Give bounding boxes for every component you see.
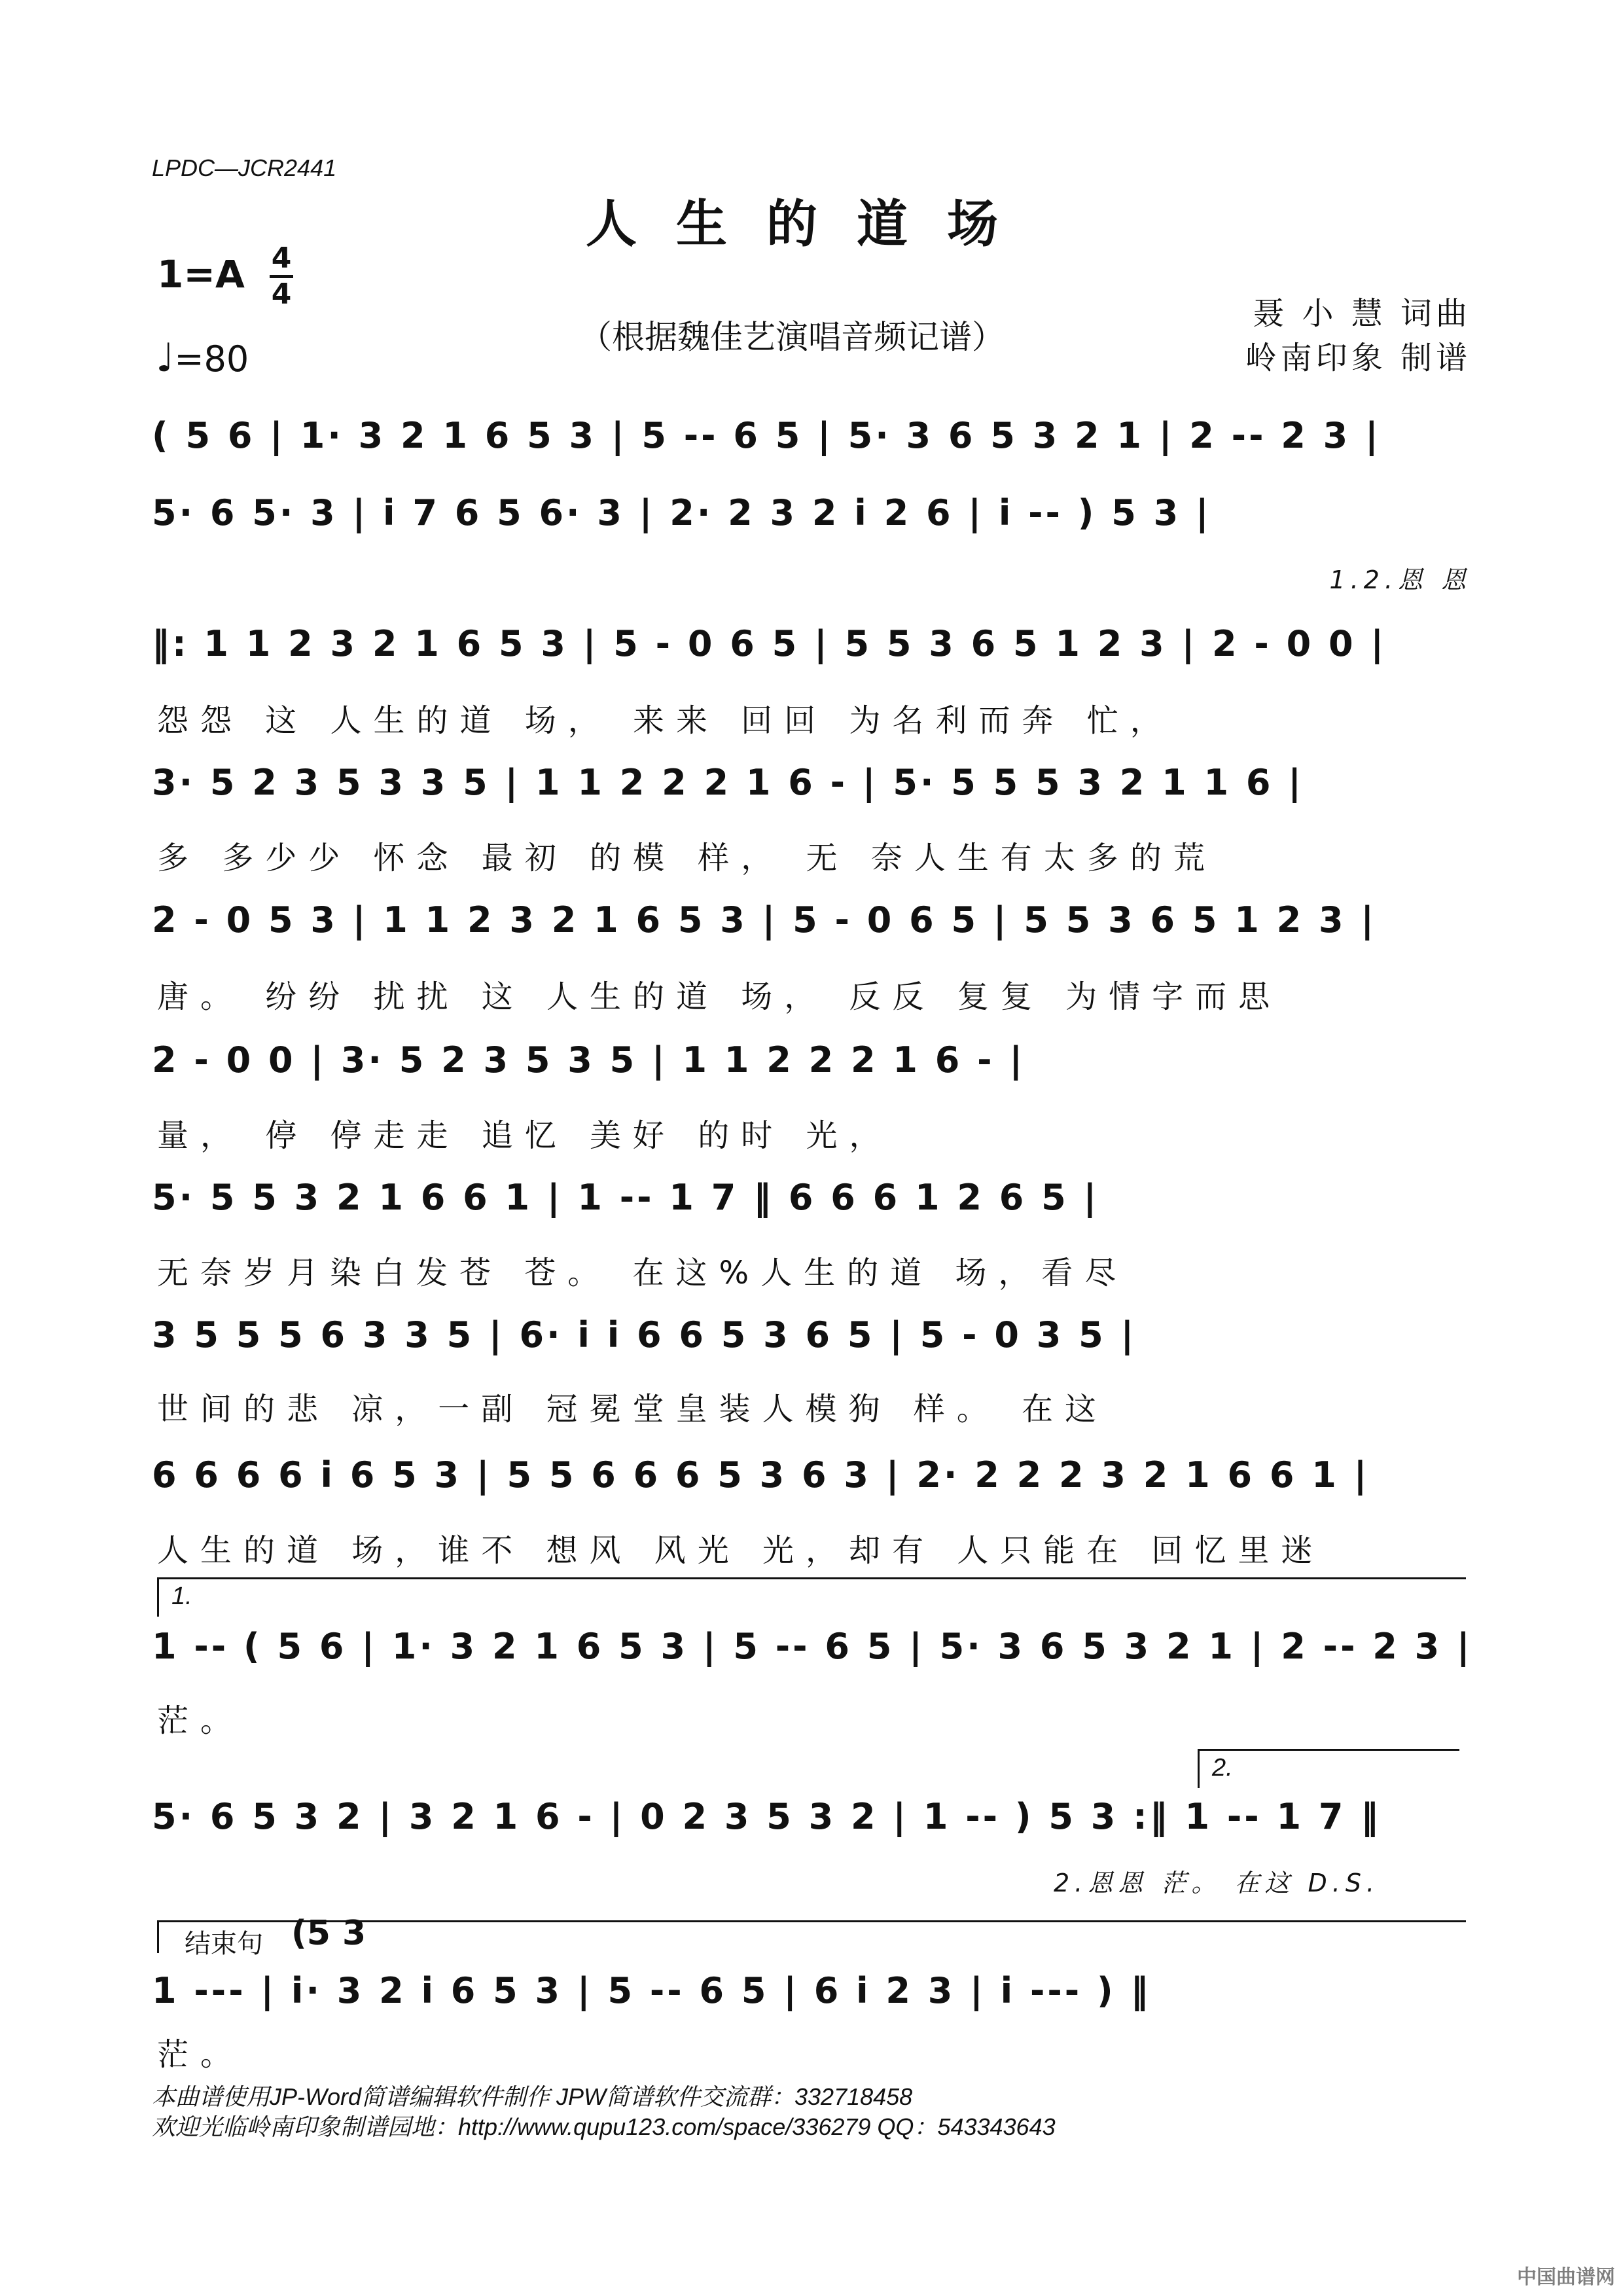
score-code: LPDC—JCR2441 <box>152 154 337 181</box>
score-row-1: ( 5 6 | 1· 3 2 1 6 5 3 | 5 -- 6 5 | 5· 3 6 5 3 2 1 | 2 -- 2 3 | <box>152 415 1381 456</box>
score-row-11: 5· 6 5 3 2 | 3 2 1 6 - | 0 2 3 5 3 2 | 1 -- ) 5 3 :‖ 1 -- 1 7 ‖ <box>152 1796 1382 1837</box>
score-row-6: 2 - 0 0 | 3· 5 2 3 5 3 5 | 1 1 2 2 2 1 6 - | <box>152 1039 1026 1081</box>
key-signature: 1=A <box>157 252 245 296</box>
meter-bottom: 4 <box>271 278 292 311</box>
volta-1-bracket <box>157 1577 1466 1579</box>
row-8-lyric: 世间的悲 凉，一副 冠冕堂皇装人模狗 样。 在这 <box>157 1391 1109 1427</box>
score-row-5: 2 - 0 5 3 | 1 1 2 3 2 1 6 5 3 | 5 - 0 6 5 | 5 5 3 6 5 1 2 3 | <box>152 899 1377 941</box>
score-row-10: 1 -- ( 5 6 | 1· 3 2 1 6 5 3 | 5 -- 6 5 | 5· 3 6 5 3 2 1 | 2 -- 2 3 | <box>152 1626 1472 1667</box>
volta-2-hook <box>1198 1749 1200 1788</box>
site-logo: 中国曲谱网 <box>1517 2267 1615 2288</box>
time-signature <box>270 243 293 310</box>
score-row-4: 3· 5 2 3 5 3 3 5 | 1 1 2 2 2 1 6 - | 5· 5 5 5 3 2 1 1 6 | <box>152 762 1304 803</box>
row-3-lyric: 怨怨 这 人生的道 场， 来来 回回 为名利而奔 忙， <box>157 702 1173 739</box>
tempo-marking <box>156 335 249 381</box>
ending-label: 结束句 <box>185 1929 263 1959</box>
row-10-lyric: 茫。 <box>157 1702 244 1739</box>
ending-pickup: (5 3 <box>291 1914 366 1953</box>
footer-line-2: 欢迎光临岭南印象制谱园地：http://www.qupu123.com/space/336279 QQ：543343643 <box>152 2113 1056 2140</box>
tempo-value: =80 <box>174 338 249 380</box>
score-row-3: ‖: 1 1 2 3 2 1 6 5 3 | 5 - 0 6 5 | 5 5 3 6 5 1 2 3 | 2 - 0 0 | <box>152 623 1387 664</box>
credit-score: 岭南印象 制谱 <box>1245 340 1471 376</box>
row-9-lyric: 人生的道 场，谁不 想风 风光 光，却有 人只能在 回忆里迷 <box>157 1532 1325 1569</box>
score-row-9: 6 6 6 6 i 6 5 3 | 5 5 6 6 6 5 3 6 3 | 2· 2 2 2 3 2 1 6 6 1 | <box>152 1454 1370 1496</box>
score-row-12: 1 --- | i· 3 2 i 6 5 3 | 5 -- 6 5 | 6 i 2 3 | i --- ) ‖ <box>152 1970 1151 2011</box>
volta-2-label: 2. <box>1212 1754 1233 1782</box>
row-11-lyric: 2.恩恩 茫。 在这 D.S. <box>1054 1869 1380 1897</box>
row-2-lyric: 1.2.恩 恩 <box>1329 565 1471 594</box>
row-4-lyric: 多 多少少 怀念 最初 的模 样， 无 奈人生有太多的荒 <box>157 840 1217 876</box>
quarter-note-icon: ♩ <box>156 335 175 381</box>
footer-line-1: 本曲谱使用JP-Word简谱编辑软件制作 JPW简谱软件交流群：332718458 <box>152 2083 913 2110</box>
row-5-lyric: 唐。 纷纷 扰扰 这 人生的道 场， 反反 复复 为情字而思 <box>157 978 1282 1015</box>
row-7-lyric: 无奈岁月染白发苍 苍。 在这%人生的道 场，看尽 <box>157 1255 1128 1291</box>
song-title: 人生的道场 <box>585 194 1037 254</box>
score-row-8: 3 5 5 5 6 3 3 5 | 6· i i 6 6 5 3 6 5 | 5 - 0 3 5 | <box>152 1314 1137 1355</box>
subtitle: （根据魏佳艺演唱音频记谱） <box>579 318 1005 356</box>
volta-1-hook <box>157 1577 159 1617</box>
ending-hook <box>157 1920 159 1953</box>
volta-2-bracket <box>1198 1749 1459 1751</box>
score-row-7: 5· 5 5 3 2 1 6 6 1 | 1 -- 1 7 ‖ 6 6 6 1 2 6 5 | <box>152 1177 1099 1218</box>
credit-lyrics: 聂 小 慧 词曲 <box>1253 295 1471 332</box>
meter-top: 4 <box>271 242 292 275</box>
volta-1-label: 1. <box>171 1583 192 1610</box>
row-6-lyric: 量， 停 停走走 追忆 美好 的时 光， <box>157 1117 893 1154</box>
score-row-2: 5· 6 5· 3 | i 7 6 5 6· 3 | 2· 2 3 2 i 2 6 | i -- ) 5 3 | <box>152 492 1211 533</box>
row-12-lyric: 茫。 <box>157 2036 244 2073</box>
